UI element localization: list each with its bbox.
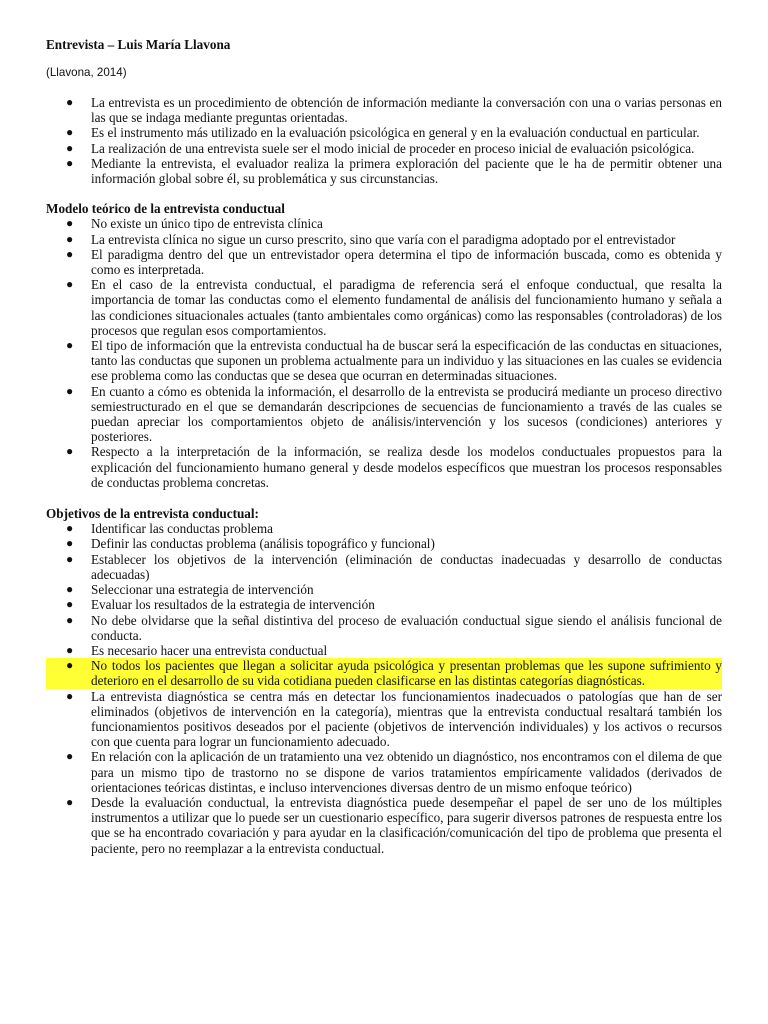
list-item <box>46 125 722 140</box>
list-item-text: La realización de una entrevista suele ser el modo inicial de proceder en proceso inicial de evaluación psicológica. <box>91 140 695 156</box>
document-page <box>46 37 722 856</box>
bullet-icon: ● <box>66 642 74 657</box>
list-item-text: En relación con la aplicación de un tratamiento una vez obtenido un diagnóstico, nos encontramos con el dilema de que para un mismo tipo de trastorno no se dispone de varios tratamientos empíricamente validados (derivados de orientaciones teóricas distintas, e incluso intervenciones diversas dentro de un mismo enfoque teórico) <box>91 749 722 795</box>
bullet-icon: ● <box>66 794 74 809</box>
list-item-text: Mediante la entrevista, el evaluador realiza la primera exploración del paciente que le ha de permitir obtener una información global sobre él, su problemática y sus circunstancias. <box>91 155 722 187</box>
list-item-text: Definir las conductas problema (análisis topográfico y funcional) <box>91 536 435 552</box>
section-objetivos-bullet-list <box>46 521 722 855</box>
list-item-text: No debe olvidarse que la señal distintiva del proceso de evaluación conductual sigue siendo el análisis funcional de conducta. <box>91 612 722 643</box>
list-item-text: La entrevista diagnóstica se centra más en detectar los funcionamientos inadecuados o patologías que han de ser eliminados (objetivos de intervención en la categoría), mientras que la entrevista conductual resaltará también los funcionamientos positivos deseados por el paciente (objetivos de intervención individuales) y los activos o recursos con que cuenta para lograr un funcionamiento adecuado. <box>91 688 722 750</box>
list-item-text: El tipo de información que la entrevista conductual ha de buscar será la especificación de las conductas en situaciones, tanto las conductas que suponen un problema actualmente para un individuo y las situaciones en las cuales se evidencia ese problema como las conductas que se desea que ocurran en determinadas situaciones. <box>91 338 722 384</box>
list-item <box>46 521 722 536</box>
bullet-icon: ● <box>66 383 74 398</box>
bullet-icon: ● <box>66 140 74 155</box>
bullet-icon: ● <box>66 277 74 292</box>
list-item <box>46 384 722 445</box>
list-item-text: La entrevista clínica no sigue un curso prescrito, sino que varía con el paradigma adoptado por el entrevistador <box>91 231 676 247</box>
list-item-text: Es el instrumento más utilizado en la evaluación psicológica en general y en la evaluación conductual en particular. <box>91 125 700 141</box>
bullet-icon: ● <box>66 95 74 109</box>
list-item-text: La entrevista es un procedimiento de obtención de información mediante la conversación con una o varias personas en las que se indaga mediante preguntas orientadas. <box>91 95 722 126</box>
list-item-text: Identificar las conductas problema <box>91 521 273 537</box>
list-item-text: Respecto a la interpretación de la información, se realiza desde los modelos conductuales propuestos para la explicación del funcionamiento humano general y desde modelos específicos que muestran los procesos responsables de conductas problema concretas. <box>91 444 722 490</box>
bullet-icon: ● <box>66 582 74 597</box>
document-title: Entrevista – Luis María Llavona <box>46 37 231 52</box>
list-item <box>46 338 722 384</box>
list-item <box>46 689 722 750</box>
list-item <box>46 216 722 231</box>
list-item-text: Desde la evaluación conductual, la entrevista diagnóstica puede desempeñar el papel de ser uno de los múltiples instrumentos a utilizar que lo puede ser un cuestionario específico, para sugerir diversos patrones de respuesta entre los que se ha encontrado covariación y para ayudar en la clasificación/comunicación del tipo de problema que presenta el paciente, pero no reemplazar a la entrevista conductual. <box>91 794 722 856</box>
list-item <box>46 597 722 612</box>
bullet-icon: ● <box>66 688 74 703</box>
list-item <box>46 795 722 856</box>
list-item <box>46 444 722 490</box>
intro-bullet-list <box>46 95 722 186</box>
list-item <box>46 749 722 795</box>
bullet-icon: ● <box>66 551 74 566</box>
bullet-icon: ● <box>66 125 74 140</box>
bullet-icon: ● <box>66 338 74 353</box>
list-item-text: En cuanto a cómo es obtenida la información, el desarrollo de la entrevista se producirá mediante un proceso directivo semiestructurado en el que se demandarán descripciones de secuencias de funcionamiento a través de las cuales se puedan apreciar los comportamientos objeto de análisis/intervención y los sucesos (condiciones) anteriores y posteriores. <box>91 383 722 445</box>
list-item-text: No existe un único tipo de entrevista clínica <box>91 216 323 232</box>
list-item-text: El paradigma dentro del que un entrevistador opera determina el tipo de información buscada, como es obtenida y como es interpretada. <box>91 246 722 278</box>
bullet-icon: ● <box>66 749 74 764</box>
list-item-text: Evaluar los resultados de la estrategia de intervención <box>91 597 375 613</box>
list-item <box>46 95 722 125</box>
bullet-icon: ● <box>66 231 74 246</box>
bullet-icon: ● <box>66 444 74 459</box>
bullet-icon: ● <box>66 246 74 261</box>
bullet-icon: ● <box>66 597 74 612</box>
list-item <box>46 536 722 551</box>
list-item <box>46 156 722 186</box>
list-item <box>46 643 722 658</box>
highlighted-list-item <box>46 658 722 688</box>
list-item <box>46 141 722 156</box>
citation: (Llavona, 2014) <box>46 66 127 79</box>
section-heading-objetivos: Objetivos de la entrevista conductual: <box>46 506 259 522</box>
list-item <box>46 582 722 597</box>
bullet-icon: ● <box>66 536 74 551</box>
list-item <box>46 247 722 277</box>
list-item-text: Es necesario hacer una entrevista conductual <box>91 642 328 658</box>
list-item <box>46 232 722 247</box>
list-item-text: Establecer los objetivos de la intervención (eliminación de conductas inadecuadas y desarrollo de conductas adecuadas) <box>91 551 722 582</box>
bullet-icon: ● <box>66 216 74 231</box>
bullet-icon: ● <box>66 612 74 627</box>
list-item-text: Seleccionar una estrategia de intervención <box>91 582 314 598</box>
section-modelo-bullet-list <box>46 216 722 490</box>
bullet-icon: ● <box>66 521 74 536</box>
bullet-icon: ● <box>66 155 74 170</box>
list-item-text: En el caso de la entrevista conductual, el paradigma de referencia será el enfoque conductual, que resalta la importancia de tomar las conductas como el elemento fundamental de análisis del funcionamiento humano y señala a las condiciones situacionales actuales (tanto ambientales como orgánicas) como las responsables (controladoras) de los procesos que regulan esos comportamientos. <box>91 277 722 338</box>
list-item <box>46 552 722 582</box>
list-item <box>46 277 722 338</box>
list-item-text: No todos los pacientes que llegan a solicitar ayuda psicológica y presentan problemas que les supone sufrimiento y deterioro en el desarrollo de su vida cotidiana pueden clasificarse en las distintas categorías diagnósticas. <box>91 658 722 689</box>
section-heading-modelo: Modelo teórico de la entrevista conductual <box>46 201 285 217</box>
bullet-icon: ● <box>66 658 74 673</box>
list-item <box>46 613 722 643</box>
